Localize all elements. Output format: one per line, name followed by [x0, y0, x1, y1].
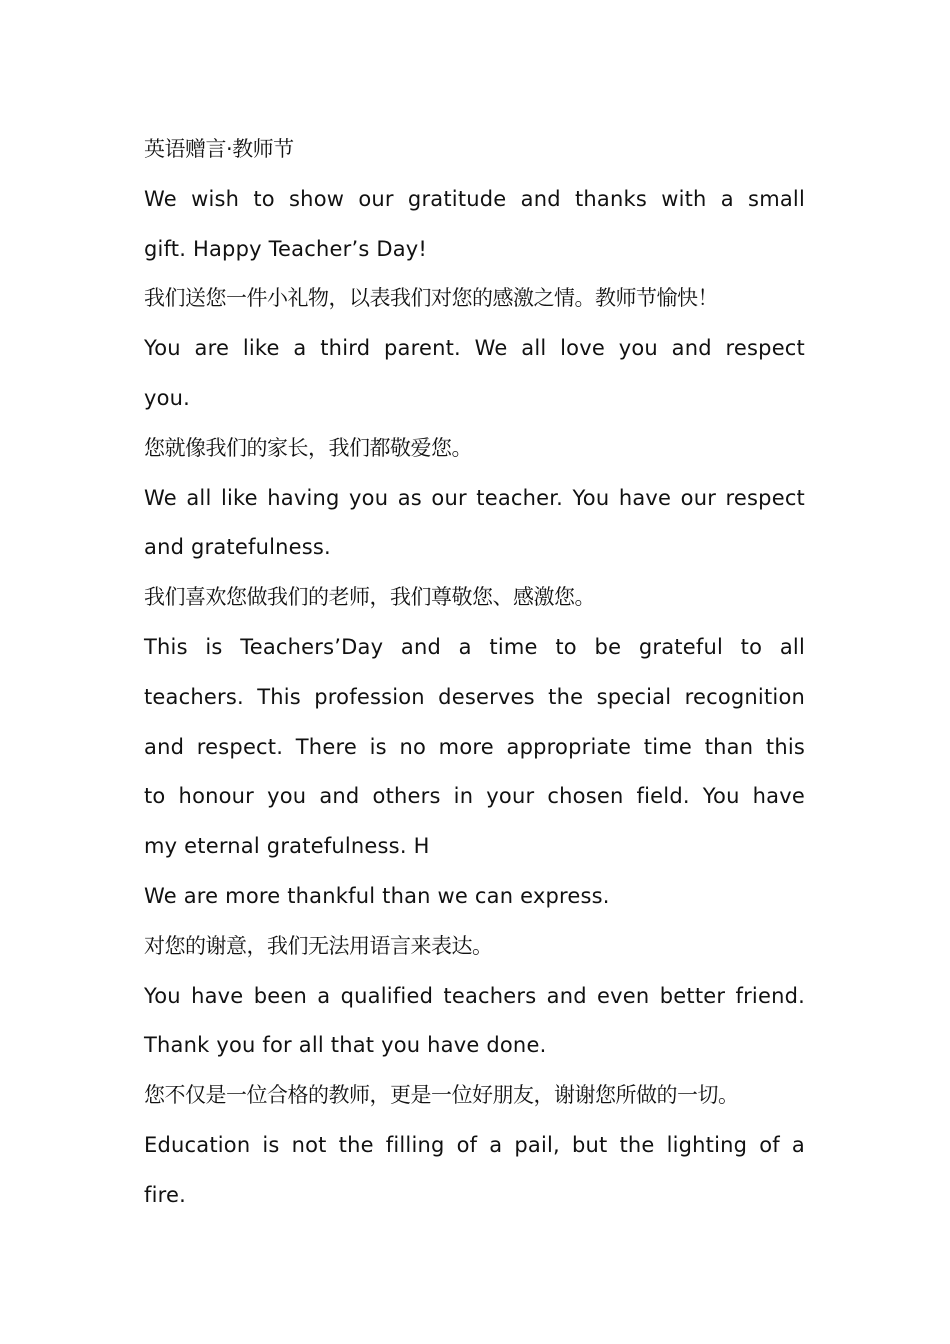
english-text-line: You have been a qualified teachers and even better friend. — [144, 983, 805, 1008]
chinese-text-line: 我们喜欢您做我们的老师，我们尊敬您、感激您。 — [144, 585, 595, 610]
english-text-line: you. — [144, 385, 191, 410]
english-text-line: to honour you and others in your chosen field. You have — [144, 784, 805, 809]
english-text-line: teachers. This profession deserves the special recognition — [144, 684, 805, 709]
document-title: 英语赠言·教师节 — [144, 137, 294, 161]
english-text-line: Thank you for all that you have done. — [144, 1033, 547, 1058]
chinese-text-line: 您就像我们的家长，我们都敬爱您。 — [144, 435, 472, 460]
english-text-line: and gratefulness. — [144, 535, 331, 560]
english-text-line: This is Teachers’Day and a time to be grateful to all — [144, 634, 805, 659]
english-text-line: my eternal gratefulness. H — [144, 834, 430, 859]
document-body — [144, 175, 805, 1221]
english-text-line: You are like a third parent. We all love you and respect — [144, 336, 805, 361]
english-text-line: We wish to show our gratitude and thanks with a small — [144, 186, 805, 211]
chinese-text-line: 我们送您一件小礼物，以表我们对您的感激之情。教师节愉快！ — [144, 286, 718, 311]
english-text-line: We are more thankful than we can express. — [144, 883, 610, 908]
chinese-text-line: 您不仅是一位合格的教师，更是一位好朋友，谢谢您所做的一切。 — [144, 1083, 739, 1108]
english-text-line: fire. — [144, 1182, 186, 1207]
chinese-text-line: 对您的谢意，我们无法用语言来表达。 — [144, 933, 493, 958]
english-text-line: and respect. There is no more appropriate time than this — [144, 734, 805, 759]
document-page — [144, 125, 805, 1221]
english-text-line: Education is not the filling of a pail, but the lighting of a — [144, 1132, 805, 1157]
english-text-line: We all like having you as our teacher. You have our respect — [144, 485, 805, 510]
english-text-line: gift. Happy Teacher’s Day! — [144, 236, 428, 261]
